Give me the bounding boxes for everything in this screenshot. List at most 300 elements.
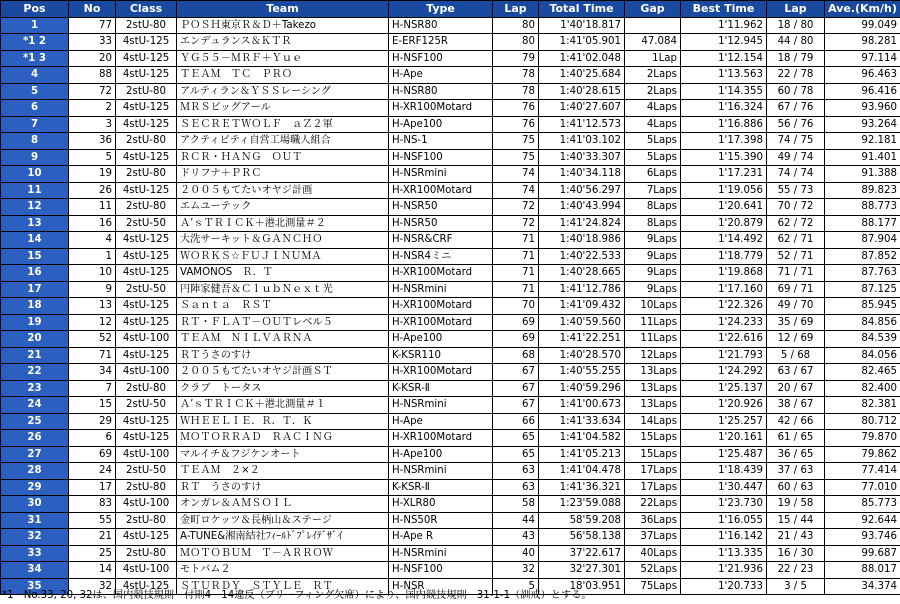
lap-cell: 76	[493, 116, 539, 133]
total-time-cell: 1:41'09.432	[539, 298, 625, 315]
table-row	[1, 182, 900, 199]
pos-cell: 14	[1, 232, 69, 249]
total-time-cell: 1:40'28.615	[539, 83, 625, 100]
total-time-cell: 1:41'05.901	[539, 34, 625, 51]
team-cell: Ａ’ｓＴＲＩＣＫ＋港北測量＃１	[177, 397, 389, 414]
pos-cell: 20	[1, 331, 69, 348]
type-cell: H-XR100Motard	[389, 298, 493, 315]
ave-speed-cell: 82.465	[825, 364, 900, 381]
best-time-cell: 1'20.879	[681, 215, 767, 232]
lap-cell: 5	[493, 578, 539, 595]
class-cell: 4stU-100	[116, 446, 177, 463]
ave-speed-cell: 77.010	[825, 479, 900, 496]
gap-cell	[625, 17, 681, 34]
best-lap-cell: 18 / 79	[767, 50, 825, 67]
class-cell: 4stU-125	[116, 578, 177, 595]
best-lap-cell: 22 / 78	[767, 67, 825, 84]
no-cell: 16	[69, 215, 116, 232]
type-cell: H-NSRmini	[389, 166, 493, 183]
lap-cell: 74	[493, 166, 539, 183]
class-cell: 2stU-80	[116, 17, 177, 34]
gap-cell: 2Laps	[625, 83, 681, 100]
pos-cell: 5	[1, 83, 69, 100]
team-cell: ＷＯＲＫＳ☆ＦＵＪＩＮＵＭＡ	[177, 248, 389, 265]
lap-cell: 72	[493, 215, 539, 232]
best-time-cell: 1'20.641	[681, 199, 767, 216]
best-time-cell: 1'16.055	[681, 512, 767, 529]
lap-cell: 44	[493, 512, 539, 529]
best-time-cell: 1'17.231	[681, 166, 767, 183]
team-cell: 大洗サーキット＆ＧＡＮＣＨＯ	[177, 232, 389, 249]
best-lap-cell: 71 / 71	[767, 265, 825, 282]
no-cell: 9	[69, 281, 116, 298]
total-time-cell: 1:40'59.560	[539, 314, 625, 331]
total-time-cell: 1:41'04.478	[539, 463, 625, 480]
total-time-cell: 56'58.138	[539, 529, 625, 546]
pos-cell: 31	[1, 512, 69, 529]
best-lap-cell: 60 / 63	[767, 479, 825, 496]
no-cell: 83	[69, 496, 116, 513]
lap-cell: 43	[493, 529, 539, 546]
no-cell: 14	[69, 562, 116, 579]
class-cell: 4stU-125	[116, 182, 177, 199]
ave-speed-cell: 91.401	[825, 149, 900, 166]
best-time-cell: 1'22.326	[681, 298, 767, 315]
team-cell: ＹＧ５５－ＭＲＦ＋Ｙｕｅ	[177, 50, 389, 67]
ave-speed-cell: 82.381	[825, 397, 900, 414]
header-team: Team	[177, 1, 389, 18]
gap-cell: 8Laps	[625, 199, 681, 216]
best-lap-cell: 62 / 71	[767, 232, 825, 249]
header-no: No	[69, 1, 116, 18]
team-cell: ＭＯＴＯＲＲＡＤ ＲＡＣＩＮＧ	[177, 430, 389, 447]
pos-cell: 21	[1, 347, 69, 364]
ave-speed-cell: 92.644	[825, 512, 900, 529]
ave-speed-cell: 80.712	[825, 413, 900, 430]
ave-speed-cell: 88.177	[825, 215, 900, 232]
gap-cell: 5Laps	[625, 149, 681, 166]
class-cell: 4stU-125	[116, 232, 177, 249]
best-lap-cell: 74 / 74	[767, 166, 825, 183]
type-cell: E-ERF125R	[389, 34, 493, 51]
pos-cell: 29	[1, 479, 69, 496]
team-cell: オンガレ＆ＡＭＳＯＩＬ	[177, 496, 389, 513]
class-cell: 4stU-100	[116, 331, 177, 348]
team-cell: Ａ’ｓＴＲＩＣＫ＋港北測量＃２	[177, 215, 389, 232]
no-cell: 52	[69, 331, 116, 348]
table-row	[1, 265, 900, 282]
ave-speed-cell: 93.746	[825, 529, 900, 546]
table-row	[1, 512, 900, 529]
ave-speed-cell: 87.763	[825, 265, 900, 282]
total-time-cell: 1:40'34.118	[539, 166, 625, 183]
team-cell: ＰＯＳＨ東京Ｒ＆Ｄ＋Takezo	[177, 17, 389, 34]
no-cell: 3	[69, 116, 116, 133]
ave-speed-cell: 89.823	[825, 182, 900, 199]
class-cell: 4stU-125	[116, 67, 177, 84]
best-lap-cell: 60 / 78	[767, 83, 825, 100]
gap-cell: 4Laps	[625, 100, 681, 117]
pos-cell: 34	[1, 562, 69, 579]
total-time-cell: 37'22.617	[539, 545, 625, 562]
best-lap-cell: 5 / 68	[767, 347, 825, 364]
ave-speed-cell: 87.904	[825, 232, 900, 249]
table-row	[1, 133, 900, 150]
total-time-cell: 32'27.301	[539, 562, 625, 579]
class-cell: 2stU-80	[116, 545, 177, 562]
best-lap-cell: 20 / 67	[767, 380, 825, 397]
type-cell: H-NSF100	[389, 562, 493, 579]
lap-cell: 58	[493, 496, 539, 513]
team-cell: A-TUNE&湘南結社ﾌｨｰﾙﾄﾞﾌﾟﾚｲﾃﾞｻﾞｲ	[177, 529, 389, 546]
lap-cell: 71	[493, 281, 539, 298]
no-cell: 17	[69, 479, 116, 496]
best-time-cell: 1'11.962	[681, 17, 767, 34]
table-row	[1, 232, 900, 249]
ave-speed-cell: 88.773	[825, 199, 900, 216]
team-cell: ＭＯＴＯＢＵＭ Ｔ－ＡＲＲＯＷ	[177, 545, 389, 562]
best-time-cell: 1'15.390	[681, 149, 767, 166]
best-time-cell: 1'16.324	[681, 100, 767, 117]
team-cell: マルイチ＆フジケンオート	[177, 446, 389, 463]
total-time-cell: 1:41'24.824	[539, 215, 625, 232]
gap-cell: 17Laps	[625, 479, 681, 496]
gap-cell: 13Laps	[625, 380, 681, 397]
team-cell: ＳＥＣＲＥＴＷＯＬＦ ａＺ２軍	[177, 116, 389, 133]
total-time-cell: 1:40'27.607	[539, 100, 625, 117]
no-cell: 20	[69, 50, 116, 67]
type-cell: H-NSF100	[389, 149, 493, 166]
lap-cell: 67	[493, 380, 539, 397]
table-row	[1, 446, 900, 463]
header-ave-speed: Ave.(Km/h)	[825, 1, 900, 18]
pos-cell: 22	[1, 364, 69, 381]
type-cell: H-Ape100	[389, 331, 493, 348]
gap-cell: 13Laps	[625, 364, 681, 381]
total-time-cell: 1:41'04.582	[539, 430, 625, 447]
class-cell: 4stU-125	[116, 430, 177, 447]
best-time-cell: 1'12.945	[681, 34, 767, 51]
type-cell: H-NSR80	[389, 83, 493, 100]
class-cell: 2stU-50	[116, 463, 177, 480]
team-cell: アルティラン＆ＹＳＳレーシング	[177, 83, 389, 100]
best-lap-cell: 61 / 65	[767, 430, 825, 447]
ave-speed-cell: 79.870	[825, 430, 900, 447]
ave-speed-cell: 84.539	[825, 331, 900, 348]
pos-cell: 1	[1, 17, 69, 34]
pos-cell: 28	[1, 463, 69, 480]
ave-speed-cell: 96.416	[825, 83, 900, 100]
best-time-cell: 1'25.257	[681, 413, 767, 430]
table-row	[1, 298, 900, 315]
pos-cell: 6	[1, 100, 69, 117]
type-cell: H-NSR&CRF	[389, 232, 493, 249]
type-cell: H-Ape100	[389, 116, 493, 133]
best-time-cell: 1'21.936	[681, 562, 767, 579]
type-cell: H-NSR50	[389, 215, 493, 232]
total-time-cell: 1:41'36.321	[539, 479, 625, 496]
gap-cell: 17Laps	[625, 463, 681, 480]
best-lap-cell: 63 / 67	[767, 364, 825, 381]
ave-speed-cell: 87.125	[825, 281, 900, 298]
table-row	[1, 281, 900, 298]
best-lap-cell: 52 / 71	[767, 248, 825, 265]
best-time-cell: 1'30.447	[681, 479, 767, 496]
total-time-cell: 1:41'22.251	[539, 331, 625, 348]
ave-speed-cell: 96.463	[825, 67, 900, 84]
team-cell: 金町ロケッツ＆長柄山＆ステージ	[177, 512, 389, 529]
team-cell: モトバム２	[177, 562, 389, 579]
header-total-time: Total Time	[539, 1, 625, 18]
pos-cell: 35	[1, 578, 69, 595]
type-cell: H-Ape100	[389, 446, 493, 463]
lap-cell: 40	[493, 545, 539, 562]
best-lap-cell: 55 / 73	[767, 182, 825, 199]
type-cell: H-NSRmini	[389, 281, 493, 298]
best-time-cell: 1'25.487	[681, 446, 767, 463]
type-cell: H-NS50R	[389, 512, 493, 529]
total-time-cell: 1:41'03.102	[539, 133, 625, 150]
best-time-cell: 1'12.154	[681, 50, 767, 67]
header-best-time: Best Time	[681, 1, 767, 18]
table-row	[1, 529, 900, 546]
best-time-cell: 1'13.335	[681, 545, 767, 562]
type-cell: H-XLR80	[389, 496, 493, 513]
ave-speed-cell: 93.264	[825, 116, 900, 133]
best-lap-cell: 74 / 75	[767, 133, 825, 150]
header-type: Type	[389, 1, 493, 18]
lap-cell: 69	[493, 314, 539, 331]
table-row	[1, 17, 900, 34]
pos-cell: 4	[1, 67, 69, 84]
best-lap-cell: 37 / 63	[767, 463, 825, 480]
lap-cell: 63	[493, 463, 539, 480]
total-time-cell: 18'03.951	[539, 578, 625, 595]
pos-cell: 9	[1, 149, 69, 166]
best-time-cell: 1'21.793	[681, 347, 767, 364]
gap-cell: 37Laps	[625, 529, 681, 546]
no-cell: 12	[69, 314, 116, 331]
lap-cell: 65	[493, 430, 539, 447]
best-lap-cell: 36 / 65	[767, 446, 825, 463]
best-lap-cell: 19 / 58	[767, 496, 825, 513]
no-cell: 13	[69, 298, 116, 315]
total-time-cell: 1:40'22.533	[539, 248, 625, 265]
gap-cell: 4Laps	[625, 116, 681, 133]
team-cell: ＴＥＡＭ ＴＣ ＰＲＯ	[177, 67, 389, 84]
gap-cell: 11Laps	[625, 314, 681, 331]
no-cell: 10	[69, 265, 116, 282]
class-cell: 4stU-125	[116, 265, 177, 282]
pos-cell: 11	[1, 182, 69, 199]
pos-cell: 33	[1, 545, 69, 562]
total-time-cell: 1:40'43.994	[539, 199, 625, 216]
no-cell: 21	[69, 529, 116, 546]
table-row	[1, 463, 900, 480]
best-lap-cell: 44 / 80	[767, 34, 825, 51]
best-lap-cell: 42 / 66	[767, 413, 825, 430]
class-cell: 4stU-125	[116, 314, 177, 331]
type-cell: K-KSR-Ⅱ	[389, 479, 493, 496]
best-time-cell: 1'13.563	[681, 67, 767, 84]
no-cell: 11	[69, 199, 116, 216]
table-row	[1, 430, 900, 447]
no-cell: 5	[69, 149, 116, 166]
pos-cell: 8	[1, 133, 69, 150]
header-pos: Pos	[1, 1, 69, 18]
table-row	[1, 562, 900, 579]
total-time-cell: 1:41'12.573	[539, 116, 625, 133]
team-cell: ＲＴ うさのすけ	[177, 479, 389, 496]
lap-cell: 72	[493, 199, 539, 216]
ave-speed-cell: 85.945	[825, 298, 900, 315]
pos-cell: 7	[1, 116, 69, 133]
best-lap-cell: 16 / 30	[767, 545, 825, 562]
best-lap-cell: 70 / 72	[767, 199, 825, 216]
total-time-cell: 1:40'55.255	[539, 364, 625, 381]
table-row	[1, 347, 900, 364]
type-cell: H-NSRmini	[389, 463, 493, 480]
ave-speed-cell: 99.049	[825, 17, 900, 34]
pos-cell: 25	[1, 413, 69, 430]
pos-cell: 12	[1, 199, 69, 216]
team-cell: ＲＴ・ＦＬＡＴ－ＯＵＴレベル５	[177, 314, 389, 331]
gap-cell: 14Laps	[625, 413, 681, 430]
header-row	[1, 1, 900, 18]
lap-cell: 75	[493, 133, 539, 150]
pos-cell: 26	[1, 430, 69, 447]
lap-cell: 65	[493, 446, 539, 463]
type-cell: H-NS-1	[389, 133, 493, 150]
lap-cell: 76	[493, 100, 539, 117]
ave-speed-cell: 99.687	[825, 545, 900, 562]
lap-cell: 79	[493, 50, 539, 67]
ave-speed-cell: 85.773	[825, 496, 900, 513]
total-time-cell: 1:40'33.307	[539, 149, 625, 166]
lap-cell: 68	[493, 347, 539, 364]
pos-cell: 10	[1, 166, 69, 183]
total-time-cell: 1'40'18.817	[539, 17, 625, 34]
class-cell: 2stU-80	[116, 199, 177, 216]
ave-speed-cell: 88.017	[825, 562, 900, 579]
type-cell: H-NSR4ミニ	[389, 248, 493, 265]
class-cell: 2stU-50	[116, 281, 177, 298]
lap-cell: 67	[493, 397, 539, 414]
type-cell: H-XR100Motard	[389, 430, 493, 447]
no-cell: 29	[69, 413, 116, 430]
pos-cell: 15	[1, 248, 69, 265]
footnote: *1 No.33, 20, 32は、国内競技規則 付則4 14違反（ブリーフィング欠席）により、国内競技規則 31-1-1（訓戒）とする。	[2, 590, 592, 601]
ave-speed-cell: 79.862	[825, 446, 900, 463]
header-class: Class	[116, 1, 177, 18]
gap-cell: 40Laps	[625, 545, 681, 562]
best-time-cell: 1'18.439	[681, 463, 767, 480]
lap-cell: 70	[493, 298, 539, 315]
table-row	[1, 34, 900, 51]
class-cell: 2stU-80	[116, 512, 177, 529]
team-cell: ＷＨＥＥＬＩＥ．Ｒ．Ｔ．Ｋ	[177, 413, 389, 430]
lap-cell: 78	[493, 83, 539, 100]
total-time-cell: 1:41'12.786	[539, 281, 625, 298]
gap-cell: 47.084	[625, 34, 681, 51]
ave-speed-cell: 98.281	[825, 34, 900, 51]
pos-cell: 13	[1, 215, 69, 232]
total-time-cell: 1:40'56.297	[539, 182, 625, 199]
lap-cell: 80	[493, 34, 539, 51]
no-cell: 71	[69, 347, 116, 364]
total-time-cell: 1:40'25.684	[539, 67, 625, 84]
best-time-cell: 1'20.926	[681, 397, 767, 414]
team-cell: クラブ トータス	[177, 380, 389, 397]
gap-cell: 6Laps	[625, 166, 681, 183]
total-time-cell: 1:40'59.296	[539, 380, 625, 397]
pos-cell: 24	[1, 397, 69, 414]
gap-cell: 15Laps	[625, 446, 681, 463]
gap-cell: 15Laps	[625, 430, 681, 447]
best-lap-cell: 3 / 5	[767, 578, 825, 595]
ave-speed-cell: 84.056	[825, 347, 900, 364]
no-cell: 77	[69, 17, 116, 34]
class-cell: 2stU-50	[116, 215, 177, 232]
ave-speed-cell: 84.856	[825, 314, 900, 331]
no-cell: 15	[69, 397, 116, 414]
table-row	[1, 199, 900, 216]
results-body	[1, 17, 900, 595]
total-time-cell: 58'59.208	[539, 512, 625, 529]
type-cell: H-NSRmini	[389, 545, 493, 562]
class-cell: 4stU-100	[116, 364, 177, 381]
type-cell: K-KSR-Ⅱ	[389, 380, 493, 397]
class-cell: 4stU-125	[116, 248, 177, 265]
pos-cell: *1 3	[1, 50, 69, 67]
class-cell: 4stU-100	[116, 562, 177, 579]
no-cell: 72	[69, 83, 116, 100]
no-cell: 1	[69, 248, 116, 265]
table-row	[1, 364, 900, 381]
pos-cell: 27	[1, 446, 69, 463]
best-lap-cell: 21 / 43	[767, 529, 825, 546]
header-best-lap: Lap	[767, 1, 825, 18]
ave-speed-cell: 87.852	[825, 248, 900, 265]
lap-cell: 75	[493, 149, 539, 166]
pos-cell: 23	[1, 380, 69, 397]
pos-cell: 17	[1, 281, 69, 298]
team-cell: エムユーテック	[177, 199, 389, 216]
no-cell: 32	[69, 578, 116, 595]
best-time-cell: 1'20.733	[681, 578, 767, 595]
lap-cell: 66	[493, 413, 539, 430]
class-cell: 4stU-100	[116, 496, 177, 513]
ave-speed-cell: 97.114	[825, 50, 900, 67]
no-cell: 25	[69, 545, 116, 562]
best-time-cell: 1'24.292	[681, 364, 767, 381]
total-time-cell: 1:40'28.665	[539, 265, 625, 282]
pos-cell: *1 2	[1, 34, 69, 51]
pos-cell: 19	[1, 314, 69, 331]
best-time-cell: 1'16.886	[681, 116, 767, 133]
type-cell: H-NSR	[389, 578, 493, 595]
best-time-cell: 1'18.779	[681, 248, 767, 265]
table-row	[1, 248, 900, 265]
type-cell: H-NSR80	[389, 17, 493, 34]
best-lap-cell: 12 / 69	[767, 331, 825, 348]
best-time-cell: 1'14.492	[681, 232, 767, 249]
class-cell: 4stU-125	[116, 298, 177, 315]
type-cell: K-KSR110	[389, 347, 493, 364]
type-cell: H-XR100Motard	[389, 314, 493, 331]
best-time-cell: 1'19.056	[681, 182, 767, 199]
type-cell: H-Ape R	[389, 529, 493, 546]
